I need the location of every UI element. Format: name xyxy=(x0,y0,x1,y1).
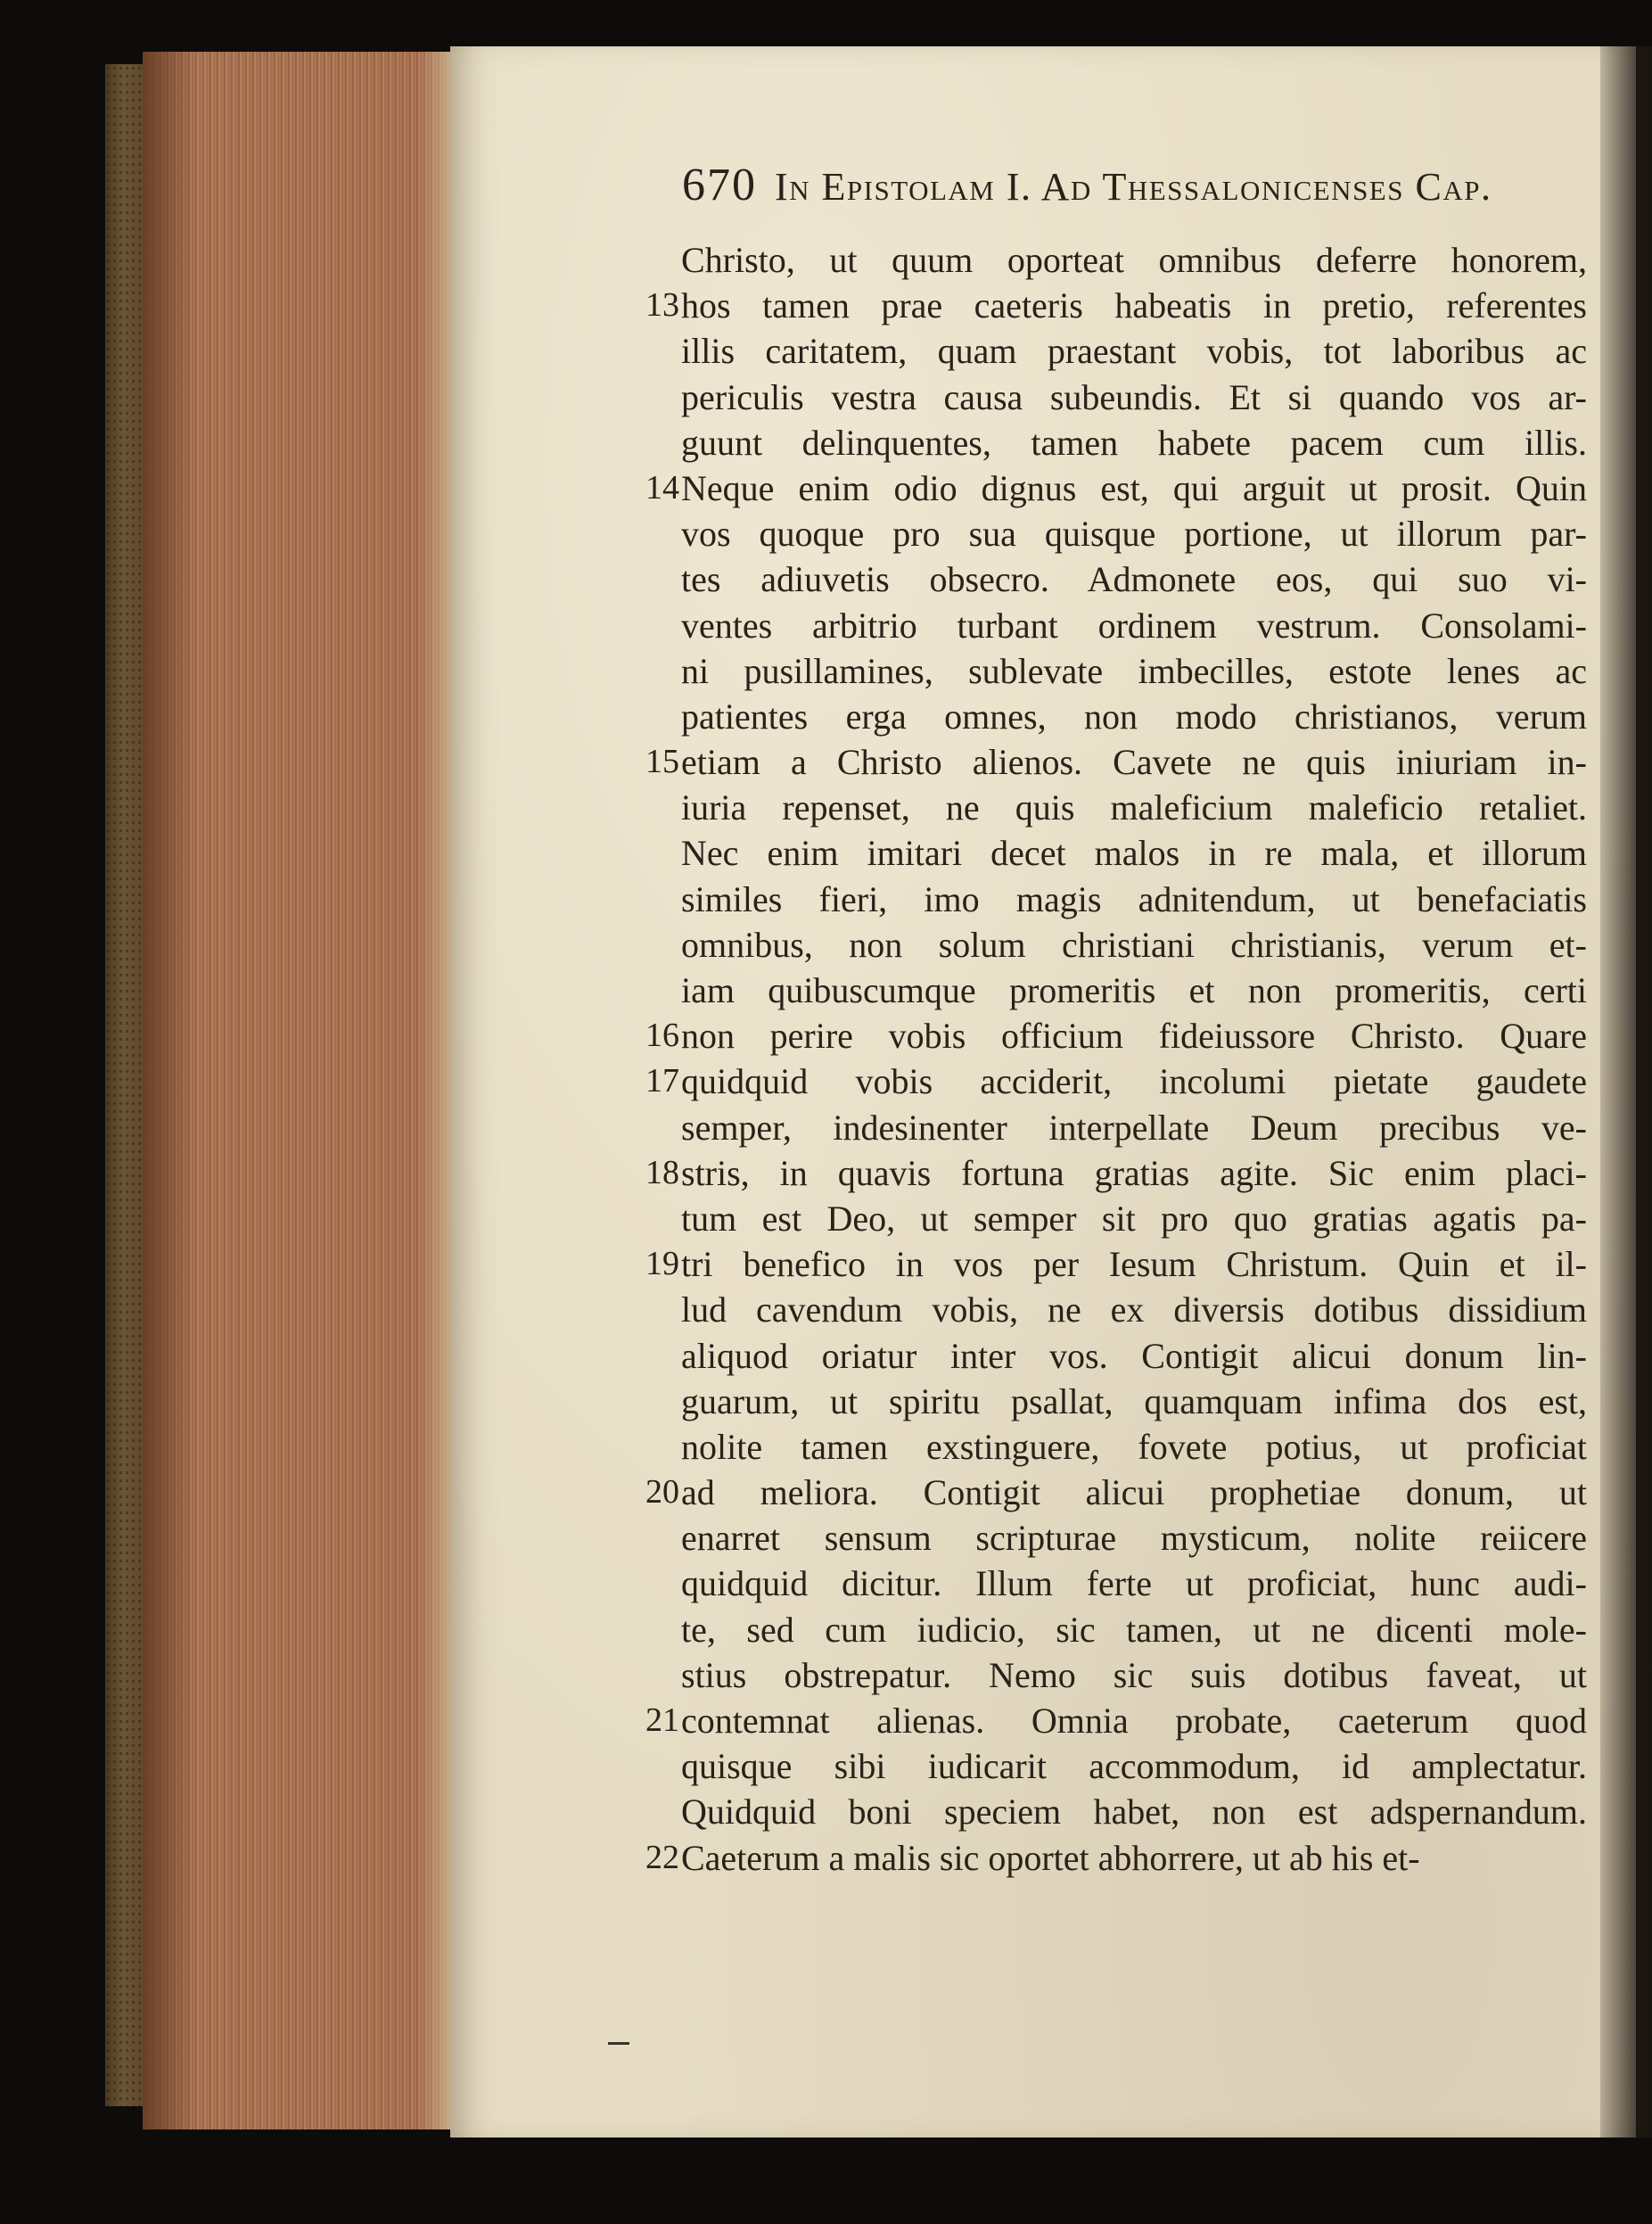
verse-number: 14 xyxy=(645,468,679,507)
line-text: ventes arbitrio turbant ordinem vestrum. Consolami- xyxy=(681,605,1587,646)
text-line xyxy=(615,1150,1587,1196)
text-line xyxy=(615,1698,1587,1743)
verse-number: 21 xyxy=(645,1701,679,1739)
page-header xyxy=(682,159,1645,221)
line-text: Christo, ut quum oporteat omnibus deferre honorem, xyxy=(681,240,1587,280)
text-line xyxy=(615,1058,1587,1104)
text-line xyxy=(615,1743,1587,1789)
text-line xyxy=(615,237,1587,283)
verse-number: 17 xyxy=(645,1062,679,1100)
line-text: Caeterum a malis sic oportet abhorrere, ut ab his et- xyxy=(681,1837,1420,1878)
text-line xyxy=(615,1379,1587,1424)
line-text: stius obstrepatur. Nemo sic suis dotibus faveat, ut xyxy=(681,1654,1587,1695)
line-text: Nec enim imitari decet malos in re mala, et illorum xyxy=(681,833,1587,874)
text-line xyxy=(615,877,1587,922)
text-line xyxy=(615,1013,1587,1058)
line-text: etiam a Christo alienos. Cavete ne quis iniuriam in- xyxy=(681,742,1587,783)
text-line xyxy=(615,375,1587,420)
line-text: lud cavendum vobis, ne ex diversis dotibus dissidium xyxy=(681,1289,1587,1330)
line-text: guunt delinquentes, tamen habete pacem cum illis. xyxy=(681,422,1587,463)
text-line xyxy=(615,1607,1587,1652)
page-gutter-shadow xyxy=(1600,46,1652,2138)
running-head: In Epistolam I. Ad Thessalonicenses Cap. xyxy=(775,165,1492,209)
line-text: tum est Deo, ut semper sit pro quo gratias agatis pa- xyxy=(681,1198,1587,1239)
line-text: quidquid dicitur. Illum ferte ut proficiat, hunc audi- xyxy=(681,1563,1587,1604)
line-text: hos tamen prae caeteris habeatis in pretio, referentes xyxy=(681,285,1587,326)
text-line xyxy=(615,1196,1587,1241)
line-text: tri benefico in vos per Iesum Christum. Quin et il- xyxy=(681,1244,1587,1285)
text-line xyxy=(615,420,1587,465)
text-line xyxy=(615,1515,1587,1561)
text-line xyxy=(615,739,1587,785)
line-text: similes fieri, imo magis adnitendum, ut benefaciatis xyxy=(681,878,1587,919)
verse-number: 18 xyxy=(645,1153,679,1191)
verse-number: 16 xyxy=(645,1017,679,1055)
text-line xyxy=(615,694,1587,739)
text-line xyxy=(615,1789,1587,1834)
text-line xyxy=(615,1561,1587,1606)
line-text: quisque sibi iudicarit accommodum, id amplectatur. xyxy=(681,1746,1587,1787)
page-edges xyxy=(143,52,455,2129)
line-text: quidquid vobis acciderit, incolumi pietate gaudete xyxy=(681,1061,1587,1102)
line-text: Neque enim odio dignus est, qui arguit ut prosit. Quin xyxy=(681,467,1587,508)
text-line xyxy=(615,511,1587,556)
line-text: te, sed cum iudicio, sic tamen, ut ne dicenti mole- xyxy=(681,1609,1587,1650)
text-line xyxy=(615,1333,1587,1379)
text-line xyxy=(615,1241,1587,1287)
line-text: patientes erga omnes, non modo christianos, verum xyxy=(681,696,1587,737)
verse-number: 20 xyxy=(645,1473,679,1511)
text-line xyxy=(615,830,1587,876)
verse-number: 22 xyxy=(645,1838,679,1876)
line-text: guarum, ut spiritu psallat, quamquam infima dos est, xyxy=(681,1380,1587,1421)
text-line xyxy=(615,1424,1587,1470)
verse-number: 13 xyxy=(645,286,679,325)
text-line xyxy=(615,785,1587,830)
line-text: omnibus, non solum christiani christianis, verum et- xyxy=(681,924,1587,965)
text-line xyxy=(615,603,1587,648)
line-text: stris, in quavis fortuna gratias agite. Sic enim placi- xyxy=(681,1152,1587,1193)
page-body xyxy=(615,237,1587,1881)
line-text: nolite tamen exstinguere, fovete potius, ut proficiat xyxy=(681,1426,1587,1467)
text-line xyxy=(615,283,1587,328)
page-number: 670 xyxy=(682,160,757,210)
verse-number: 15 xyxy=(645,743,679,781)
line-text: enarret sensum scripturae mysticum, nolite reiicere xyxy=(681,1518,1587,1559)
line-text: tes adiuvetis obsecro. Admonete eos, qui suo vi- xyxy=(681,559,1587,600)
text-line xyxy=(615,1652,1587,1698)
line-text: ni pusillamines, sublevate imbecilles, estote lenes ac xyxy=(681,650,1587,691)
text-line xyxy=(615,1287,1587,1332)
line-text: iam quibuscumque promeritis et non promeritis, certi xyxy=(681,970,1587,1010)
line-text: non perire vobis officium fideiussore Christo. Quare xyxy=(681,1016,1587,1057)
text-line xyxy=(615,648,1587,694)
line-text: contemnat alienas. Omnia probate, caeterum quod xyxy=(681,1701,1587,1741)
text-line xyxy=(615,1835,1587,1881)
text-line xyxy=(615,922,1587,968)
text-line xyxy=(615,328,1587,374)
line-text: ad meliora. Contigit alicui prophetiae donum, ut xyxy=(681,1472,1587,1513)
line-text: illis caritatem, quam praestant vobis, tot laboribus ac xyxy=(681,331,1587,372)
line-text: periculis vestra causa subeundis. Et si quando vos ar- xyxy=(681,376,1587,417)
text-line xyxy=(615,556,1587,602)
line-text: Quidquid boni speciem habet, non est adspernandum. xyxy=(681,1792,1587,1833)
line-text: vos quoque pro sua quisque portione, ut illorum par- xyxy=(681,514,1587,555)
text-line xyxy=(615,1470,1587,1515)
text-line xyxy=(615,465,1587,511)
line-text: iuria repenset, ne quis maleficium maleficio retaliet. xyxy=(681,787,1587,828)
text-line xyxy=(615,968,1587,1013)
text-line xyxy=(615,1105,1587,1150)
ink-mark xyxy=(608,2042,629,2045)
line-text: aliquod oriatur inter vos. Contigit alicui donum lin- xyxy=(681,1335,1587,1376)
verse-number: 19 xyxy=(645,1245,679,1283)
line-text: semper, indesinenter interpellate Deum precibus ve- xyxy=(681,1107,1587,1148)
